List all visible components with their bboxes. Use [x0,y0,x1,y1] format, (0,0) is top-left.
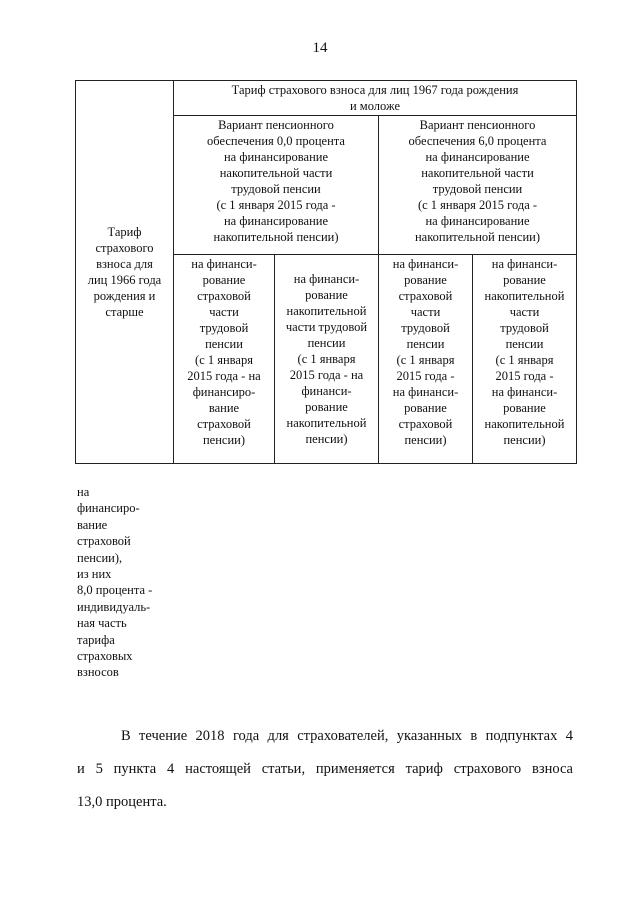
table-continuation-text: на финансиро- вание страховой пенсии), из них 8,0 процента - индивидуаль- ная часть тарифа страховых взносов [77,485,153,680]
left-header-cell: Тариф страхового взноса для лиц 1966 года рождения и старше [76,81,174,464]
sub-cell-funded-6: на финанси- рование накопительной части трудовой пенсии (с 1 января 2015 года - на финанси- рование накопительной пенсии) [473,255,577,464]
paragraph-line-3: 13,0 процента. [77,794,167,810]
variant-cell-6: Вариант пенсионного обеспечения 6,0 процента на финансирование накопительной части трудовой пенсии (с 1 января 2015 года - на финансирование накопительной пенсии) [379,116,577,255]
main-header-cell: Тариф страхового взноса для лиц 1967 года рождения и моложе [174,81,577,116]
paragraph-line-1: В течение 2018 года для страхователей, указанных в подпунктах 4 [121,728,573,744]
page-number: 14 [312,40,328,56]
sub-cell-insurance-6: на финанси- рование страховой части трудовой пенсии (с 1 января 2015 года - на финанси- рование страховой пенсии) [379,255,473,464]
paragraph-line-2: и 5 пункта 4 настоящей статьи, применяется тариф страхового взноса [77,761,573,777]
sub-cell-funded-0: на финанси- рование накопительной части трудовой пенсии (с 1 января 2015 года - на финанси- рование накопительной пенсии) [275,255,379,464]
sub-cell-insurance-0: на финанси- рование страховой части трудовой пенсии (с 1 января 2015 года - на финансиро- вание страховой пенсии) [174,255,275,464]
tariff-table [75,80,577,464]
body-paragraph [77,720,573,819]
variant-cell-0: Вариант пенсионного обеспечения 0,0 процента на финансирование накопительной части трудовой пенсии (с 1 января 2015 года - на финансирование накопительной пенсии) [174,116,379,255]
